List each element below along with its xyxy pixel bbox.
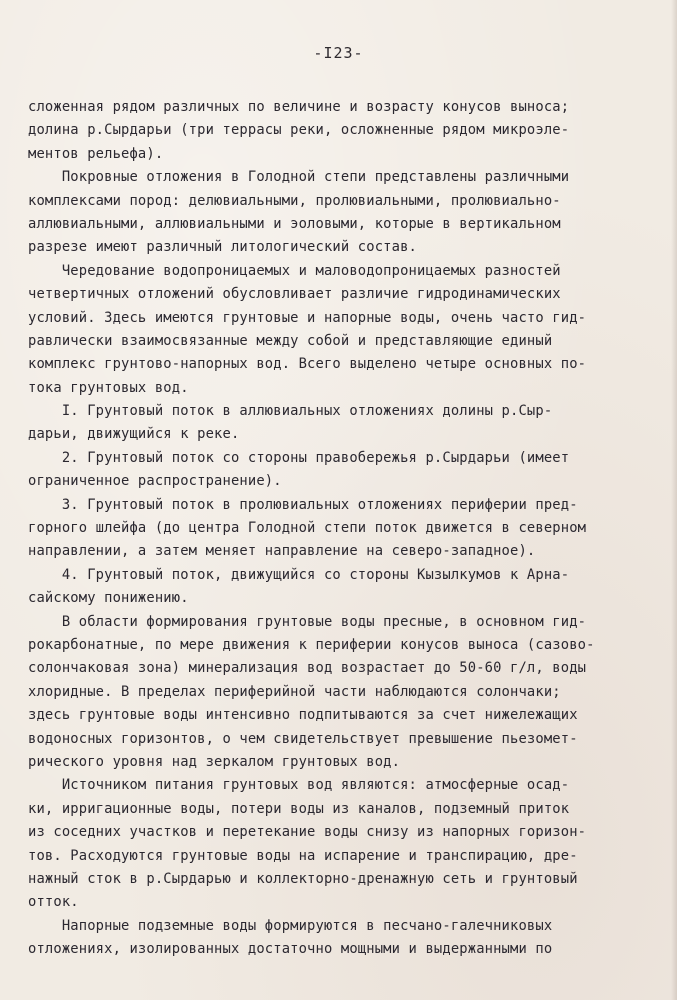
text-line: направлении, а затем меняет направление на северо-западное).	[28, 543, 536, 560]
list-item-line: 3. Грунтовый поток в пролювиальных отложениях периферии пред-	[28, 496, 578, 513]
text-line: аллювиальными, аллювиальными и эоловыми, которые в вертикальном	[28, 215, 561, 232]
text-line: дарьи, движущийся к реке.	[28, 426, 240, 443]
paragraph-start-line: В области формирования грунтовые воды пресные, в основном гид-	[28, 613, 587, 630]
list-item-line: I. Грунтовый поток в аллювиальных отложениях долины р.Сыр-	[28, 403, 553, 420]
text-line: рического уровня над зеркалом грунтовых вод.	[28, 753, 401, 770]
paragraph-start-line: Источником питания грунтовых вод являются: атмосферные осад-	[28, 777, 570, 794]
text-line: четвертичных отложений обусловливает различие гидродинамических	[28, 286, 561, 303]
text-line: хлоридные. В пределах периферийной части наблюдаются солончаки;	[28, 683, 561, 700]
text-line: ограниченное распространение).	[28, 473, 282, 490]
text-line: условий. Здесь имеются грунтовые и напорные воды, очень часто гид-	[28, 309, 587, 326]
text-line: комплексами пород: делювиальными, пролювиальными, пролювиально-	[28, 192, 561, 209]
paragraph-start-line: Напорные подземные воды формируются в песчано-галечниковых	[28, 917, 553, 934]
text-line: сайскому понижению.	[28, 590, 189, 607]
text-line: солончаковая зона) минерализация вод возрастает до 50-60 г/л, воды	[28, 660, 587, 677]
text-line: равлически взаимосвязанные между собой и представляющие единый	[28, 332, 553, 349]
text-line: тов. Расходуются грунтовые воды на испарение и транспирацию, дре-	[28, 847, 578, 864]
text-line: нажный сток в р.Сырдарью и коллекторно-дренажную сеть и грунтовый	[28, 870, 578, 887]
text-line: горного шлейфа (до центра Голодной степи поток движется в северном	[28, 520, 587, 537]
text-line: отток.	[28, 894, 79, 911]
text-line: здесь грунтовые воды интенсивно подпитываются за счет нижележащих	[28, 707, 578, 724]
page-edge-shadow	[671, 0, 677, 1000]
text-line: комплекс грунтово-напорных вод. Всего выделено четыре основных по-	[28, 356, 587, 373]
paragraph-start-line: Покровные отложения в Голодной степи представлены различными	[28, 169, 570, 186]
text-line: рокарбонатные, по мере движения к периферии конусов выноса (сазово-	[28, 636, 595, 653]
text-line: долина р.Сырдарьи (три террасы реки, осложненные рядом микроэле-	[28, 122, 570, 139]
list-item-line: 4. Грунтовый поток, движущийся со стороны Кызылкумов к Арна-	[28, 566, 570, 583]
text-line: водоносных горизонтов, о чем свидетельствует превышение пьезомет-	[28, 730, 578, 747]
text-line: тока грунтовых вод.	[28, 379, 189, 396]
text-line: ментов рельефа).	[28, 145, 164, 162]
list-item-line: 2. Грунтовый поток со стороны правобережья р.Сырдарьи (имеет	[28, 449, 570, 466]
text-line: отложениях, изолированных достаточно мощными и выдержанными по	[28, 941, 553, 958]
page-number: -I23-	[313, 44, 364, 62]
text-line: ки, ирригационные воды, потери воды из каналов, подземный приток	[28, 800, 570, 817]
text-line: сложенная рядом различных по величине и возрасту конусов выноса;	[28, 99, 570, 115]
text-line: из соседних участков и перетекание воды снизу из напорных горизон-	[28, 824, 587, 841]
paragraph-start-line: Чередование водопроницаемых и маловодопроницаемых разностей	[28, 262, 561, 279]
body-text	[28, 96, 628, 961]
text-line: разрезе имеют различный литологический состав.	[28, 239, 417, 256]
